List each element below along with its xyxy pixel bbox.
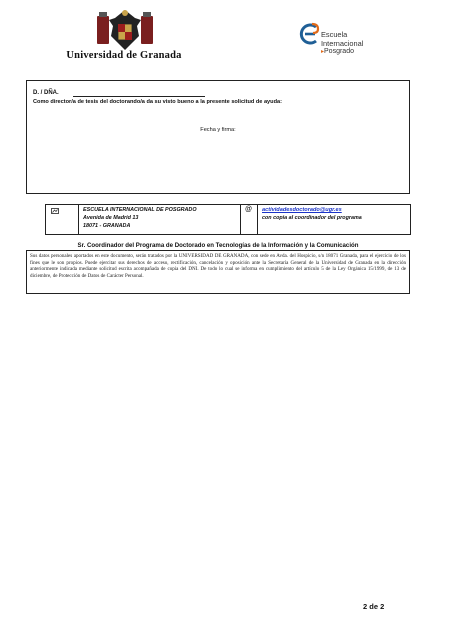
school-line-3-row [321, 48, 363, 57]
email-link[interactable]: actividadesdoctorado@ugr.es [262, 207, 342, 213]
school-line-1: Escuela [321, 30, 348, 39]
arrow-icon: ▸ [321, 49, 325, 56]
email-icon-cell [241, 205, 258, 234]
fax-icon [51, 208, 59, 214]
school-line-2: Internacional [321, 38, 364, 48]
address-line-2: Avenida de Madrid 13 [83, 215, 139, 221]
address-line-3: 18071 - GRANADA [83, 223, 131, 229]
escuela-posgrado-name [321, 31, 363, 57]
contact-icon-cell [46, 205, 79, 234]
director-approval-text: Como director/a de tesis del doctorando/a da su visto bueno a la presente solicitud de ayuda: [33, 99, 282, 105]
date-signature-label: Fecha y firma: [200, 127, 236, 133]
dona-label: D. / DÑA. [33, 90, 59, 96]
data-protection-notice-box [26, 250, 410, 294]
school-line-3: Posgrado [324, 48, 354, 56]
data-protection-notice: Sus datos personales aportados en este documento, serán tratados por la UNIVERSIDAD DE GRANADA, con sede en Avda. del Hospicio, s/n 18071 Granada, para el ejercicio de los fines que le son propios. Puede ejercitar sus derechos de acceso, rectificación, cancelación y oposición ante la Secretaría General de la Universidad de Granada en la dirección anteriormente indicada mediante solicitud escrita acompañada de copia del DNI. De todo lo cual se informa en cumplimiento del artículo 5 de la Ley Orgánica 15/1999, de 13 de diciembre, de Protección de Datos de Carácter Personal. [30, 253, 406, 280]
page-number: 2 de 2 [363, 602, 385, 611]
email-cell [258, 205, 410, 234]
address-cell [79, 205, 241, 234]
coordinator-title: Sr. Coordinador del Programa de Doctorado en Tecnologías de la Información y la Comunicación [77, 242, 359, 249]
contact-table [45, 204, 411, 235]
email-copy-note: con copia al coordinador del programa [262, 215, 362, 221]
university-name: Universidad de Granada [66, 50, 182, 61]
at-sign-icon: @ [245, 206, 252, 213]
university-coat-of-arms-logo [95, 6, 155, 52]
name-fill-in-line[interactable] [73, 96, 205, 97]
address-line-1: ESCUELA INTERNACIONAL DE POSGRADO [83, 207, 197, 213]
director-approval-box [26, 80, 410, 194]
escuela-posgrado-logo [298, 22, 322, 46]
